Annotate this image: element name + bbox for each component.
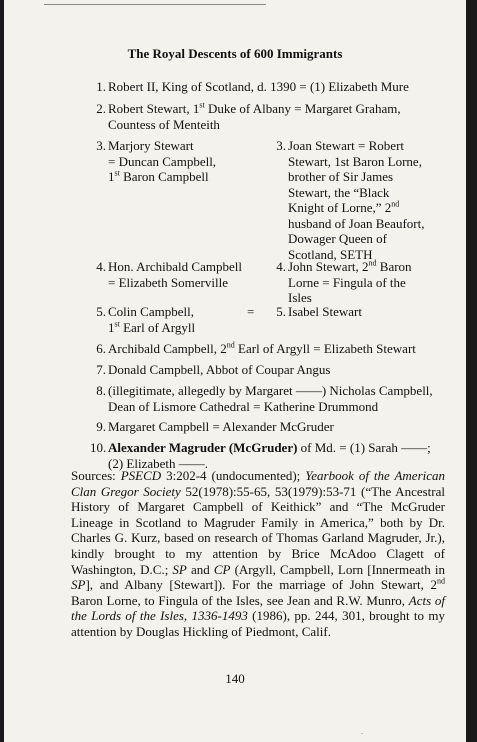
marriage-sign: = [247, 304, 255, 319]
entry-number: 3. [96, 138, 106, 153]
entry-number: 4. [276, 259, 286, 274]
entry-text: Colin Campbell, 1st Earl of Argyll [108, 304, 196, 335]
page-top-rule [44, 4, 266, 5]
entry-text: Archibald Campbell, 2nd Earl of Argyll = Elizabeth Stewart [108, 340, 416, 356]
entry-text: John Stewart, 2nd Baron Lorne = Fingula of the Isles [288, 258, 412, 305]
scan-speck: . [361, 727, 363, 736]
immigrant-name: Alexander Magruder (McGruder) [108, 440, 298, 455]
entry-text: Alexander Magruder (McGruder) of Md. = (1) Sarah ——; (2) Elizabeth ——. [108, 440, 431, 471]
entry-text: Robert II, King of Scotland, d. 1390 = (1) Elizabeth Mure [108, 79, 409, 94]
page-number: 140 [225, 671, 245, 686]
entry-number: 4. [96, 259, 106, 274]
entry-number: 5. [96, 304, 106, 319]
book-page [4, 0, 466, 742]
entry-text: Isabel Stewart [288, 304, 363, 319]
entry-number: 1. [96, 79, 106, 94]
entry-text: (illegitimate, allegedly by Margaret ——) Nicholas Campbell, Dean of Lismore Cathedral = Katherine Drummond [108, 383, 433, 414]
entry-number: 9. [96, 419, 106, 434]
entry-number: 6. [96, 341, 106, 356]
entry-number: 8. [96, 383, 106, 398]
entry-text: Marjory Stewart = Duncan Campbell, 1st Baron Campbell [108, 138, 217, 184]
entry-number: 7. [96, 362, 106, 377]
page-title: The Royal Descents of 600 Immigrants [127, 46, 343, 61]
entry-number: 10. [90, 440, 107, 455]
entry-text: Hon. Archibald Campbell = Elizabeth Somerville [108, 259, 242, 290]
entry-text: Donald Campbell, Abbot of Coupar Angus [108, 362, 331, 377]
entry-text: Robert Stewart, 1st Duke of Albany = Margaret Graham, Countess of Menteith [108, 100, 401, 132]
sources-paragraph: Sources: PSECD 3:202-4 (undocumented); Yearbook of the American Clan Gregor Society 52(1978):55-65, 53(1979):53-71 (“The Ancestral History of Margaret Campbell of Keithick” and “The McGruder Lineage in Scotland to Magruder Family in America,” both by Dr. Charles G. Kurz, based on research of Thomas Garland Magruder, Jr.), kindly brought to my attention by Brice McAdoo Clagett of Washington, D.C.; SP and CP (Argyll, Campbell, Lorn [Innermeath in SP], and Albany [Stewart]). For the marriage of John Stewart, 2nd Baron Lorne, to Fingula of the Isles, see Jean and R.W. Munro, Acts of the Lords of the Isles, 1336-1493 (1986), pp. 244, 301, brought to my attention by Douglas Hickling of Piedmont, Calif. [71, 468, 446, 639]
entry-number: 3. [276, 138, 286, 153]
entry-number: 2. [96, 101, 106, 116]
entry-text: Joan Stewart = Robert Stewart, 1st Baron Lorne, brother of Sir James Stewart, the “Black Knight of Lorne,” 2nd husband of Joan Beaufort, Dowager Queen of Scotland, SETH [288, 138, 425, 262]
entry-text: Margaret Campbell = Alexander McGruder [108, 419, 334, 434]
entry-number: 5. [276, 304, 286, 319]
